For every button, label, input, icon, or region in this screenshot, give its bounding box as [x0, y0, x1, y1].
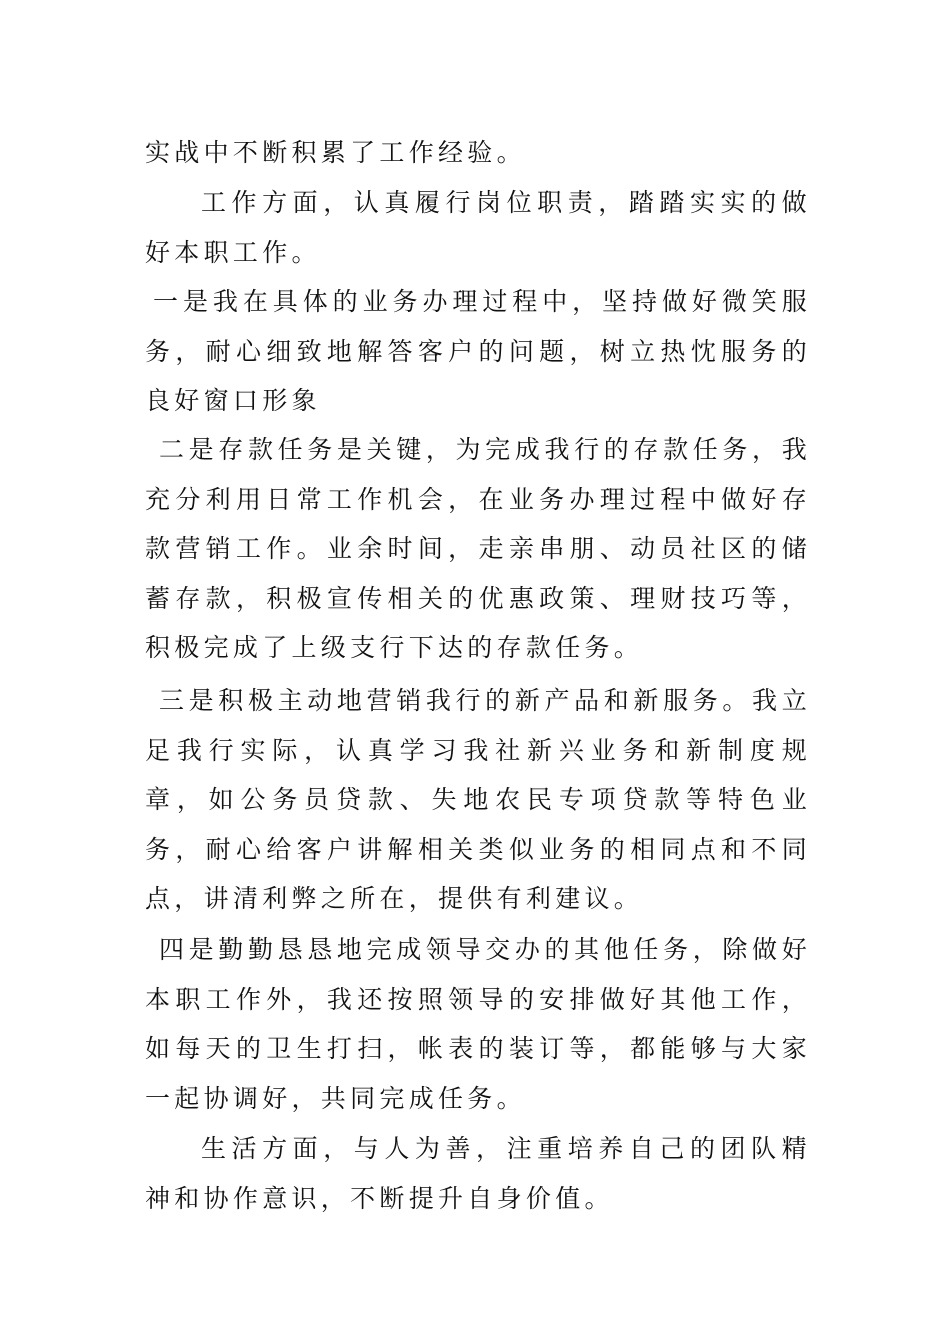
paragraph-continuation: 实战中不断积累了工作经验。 — [145, 138, 526, 167]
paragraph-point-one: 一是我在具体的业务办理过程中，坚持做好微笑服务，耐心细致地解答客户的问题，树立热忱服务的良好窗口形象 — [145, 287, 811, 415]
paragraph-point-two: 二是存款任务是关键，为完成我行的存款任务，我充分利用日常工作机会，在业务办理过程中做好存款营销工作。业余时间，走亲串朋、动员社区的储蓄存款，积极宣传相关的优惠政策、理财技巧等，积极完成了上级支行下达的存款任务。 — [145, 435, 811, 662]
paragraph-point-four: 四是勤勤恳恳地完成领导交办的其他任务，除做好本职工作外，我还按照领导的安排做好其他工作，如每天的卫生打扫，帐表的装订等，都能够与大家一起协调好，共同完成任务。 — [145, 935, 811, 1113]
paragraph-point-three: 三是积极主动地营销我行的新产品和新服务。我立足我行实际，认真学习我社新兴业务和新制度规章，如公务员贷款、失地农民专项贷款等特色业务，耐心给客户讲解相关类似业务的相同点和不同点，讲清利弊之所在，提供有利建议。 — [145, 686, 811, 913]
paragraph-life-aspect: 生活方面，与人为善，注重培养自己的团队精神和协作意识，不断提升自身价值。 — [145, 1134, 811, 1213]
paragraph-work-aspect: 工作方面，认真履行岗位职责，踏踏实实的做好本职工作。 — [145, 188, 811, 267]
